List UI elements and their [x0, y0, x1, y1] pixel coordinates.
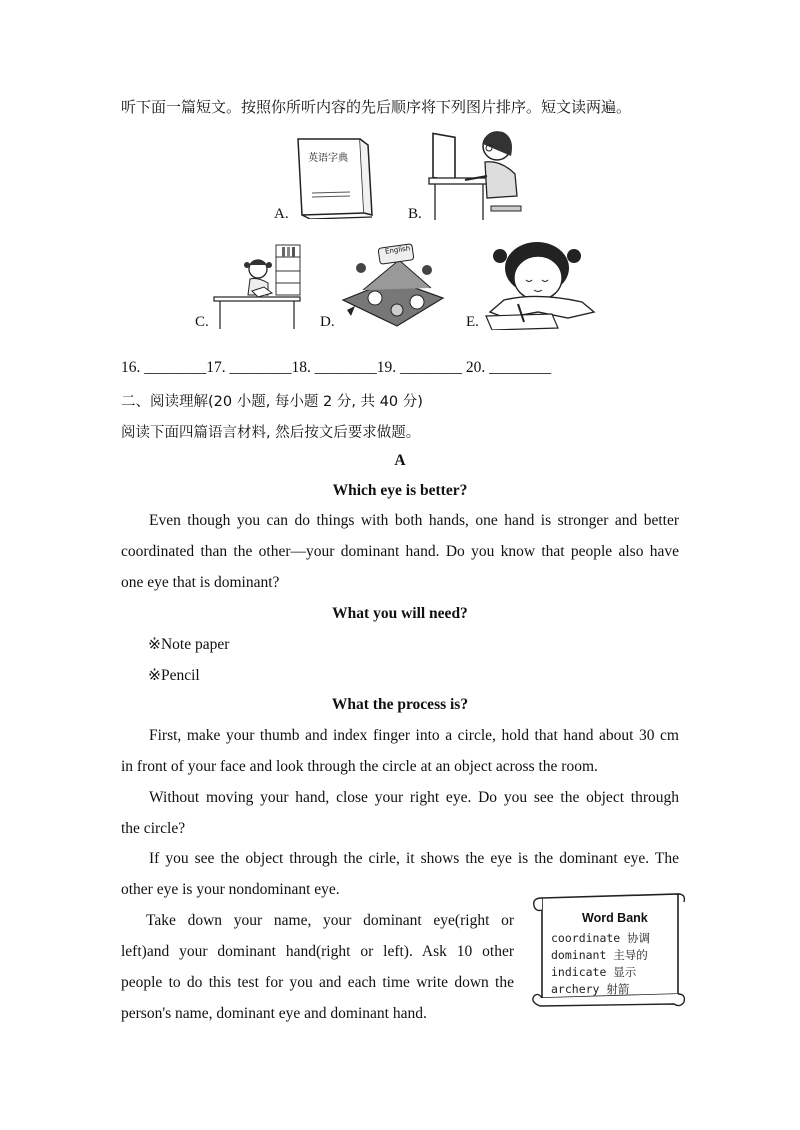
need-item-pencil: ※Pencil — [148, 667, 200, 684]
picture-a-dictionary — [290, 135, 380, 219]
intro-line-3: one eye that is dominant? — [121, 574, 280, 591]
picture-e-writing — [482, 238, 600, 330]
process-p3-line-2: other eye is your nondominant eye. — [121, 881, 340, 898]
reading-girl-icon — [212, 243, 304, 329]
process-p2-line-2: the circle? — [121, 820, 186, 837]
need-heading: What you will need? — [332, 605, 468, 622]
computer-girl-icon — [425, 126, 525, 220]
picture-e-label: E. — [466, 314, 479, 330]
word-bank-entry: archery 射箭 — [551, 982, 630, 996]
writing-girl-icon — [482, 238, 600, 330]
intro-line-1: Even though you can do things with both hands, one hand is stronger and better — [149, 512, 679, 529]
process-p1-line-2: in front of your face and look through the circle at an object across the room. — [121, 758, 598, 775]
process-p4-line-1: Take down your name, your dominant eye(right or — [146, 912, 514, 929]
picture-b-label: B. — [408, 206, 422, 222]
passage-letter: A — [394, 452, 406, 469]
answer-blanks: 16. ________17. ________18. ________19. ________ 20. ________ — [121, 359, 552, 376]
passage-title: Which eye is better? — [332, 482, 468, 499]
process-p4-line-3: people to do this test for you and each time write down the — [121, 974, 514, 991]
book-title: 英语字典 — [308, 153, 348, 164]
process-heading: What the process is? — [331, 696, 469, 713]
picture-c-reading — [212, 243, 304, 329]
word-bank-title: Word Bank — [582, 911, 648, 925]
word-bank-entry: coordinate 协调 — [551, 931, 651, 945]
process-p4-line-2: left)and your dominant hand(right or left). Ask 10 other — [121, 943, 514, 960]
picture-d-label: D. — [320, 314, 335, 330]
picture-a-label: A. — [274, 206, 289, 222]
word-bank-entry: indicate 显示 — [551, 965, 637, 979]
process-p1-line-1: First, make your thumb and index finger into a circle, hold that hand about 30 cm — [149, 727, 679, 744]
english-sign-text: English — [384, 244, 411, 256]
process-p4-line-4: person's name, dominant eye and dominant hand. — [121, 1005, 427, 1022]
section2-heading: 二、阅读理解(20 小题, 每小题 2 分, 共 40 分) — [121, 394, 423, 410]
need-item-note-paper: ※Note paper — [148, 636, 230, 653]
word-bank — [528, 890, 688, 1008]
picture-b-computer — [425, 126, 525, 220]
intro-line-2: coordinated than the other—your dominant hand. Do you know that people also have — [121, 543, 679, 560]
process-p2-line-1: Without moving your hand, close your right eye. Do you see the object through — [149, 789, 679, 806]
listening-instruction: 听下面一篇短文。按照你所听内容的先后顺序将下列图片排序。短文读两遍。 — [121, 98, 632, 116]
section2-instruction: 阅读下面四篇语言材料, 然后按文后要求做题。 — [121, 425, 421, 441]
process-p3-line-1: If you see the object through the cirle, it shows the eye is the dominant eye. The — [149, 850, 679, 867]
word-bank-entry: dominant 主导的 — [551, 948, 648, 962]
picture-c-label: C. — [195, 314, 209, 330]
picture-d-english — [339, 240, 447, 328]
book-icon — [290, 135, 380, 219]
